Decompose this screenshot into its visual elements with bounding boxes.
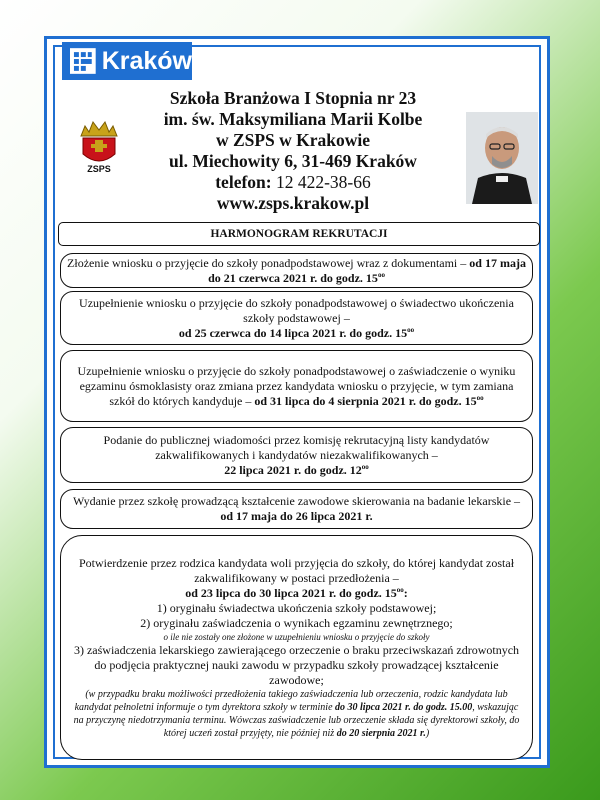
- step-medical-referral-text: [67, 494, 526, 524]
- krakow-logo: [62, 42, 192, 80]
- step-confirmation: [60, 535, 533, 760]
- confirmation-item-2-note: o ile nie zostały one złożone w uzupełnieniu wniosku o przyjęcie do szkoły: [163, 631, 430, 642]
- step-lists-dates: 22 lipca 2021 r. do godz. 12: [224, 462, 362, 477]
- step-confirmation-desc: Potwierdzenie przez rodzica kandydata woli przyjęcia do szkoły, do której kandydat został zakwalifikowany w postaci przedłożenia –: [78, 555, 515, 585]
- school-patron: im. św. Maksymiliana Marii Kolbe: [163, 109, 423, 129]
- confirmation-item-2: 2) oryginału zaświadczenia o wynikach egzaminu zewnętrznego;: [140, 615, 453, 630]
- step-certificate-date-line: [67, 326, 526, 341]
- step-medical-referral-desc: Wydanie przez szkołę prowadzącą kształcenie zawodowe skierowania na badanie lekarskie: [72, 494, 512, 508]
- school-address: ul. Miechowity 6, 31-469 Kraków: [169, 151, 417, 171]
- school-info: [128, 88, 458, 214]
- step-certificate: [60, 291, 533, 345]
- note-part-a: (w przypadku braku możliwości przedłożenia takiego zaświadczenia lub orzeczenia, rodzic kandydata lub kandydat pełnoletni informuje o tym dyrektora szkoły w terminie: [74, 688, 508, 713]
- crest-icon: [77, 118, 121, 176]
- step-application-dates: od 17 maja do 21 czerwca 2021 r. do godz. 15: [208, 255, 526, 285]
- step-lists-desc: Podanie do publicznej wiadomości przez komisję rekrutacyjną listy kandydatów zakwalifikowanych i kandydatów niezakwalifikowanych –: [103, 432, 490, 462]
- step-certificate-time-sup: oo: [407, 325, 415, 334]
- confirmation-item-3: 3) zaświadczenia lekarskiego zawierającego orzeczenie o braku przeciwskazań zdrowotnych do podjęcia praktycznej nauki zawodu w przypadku szkoły prowadzącej kształcenie zawodowe;: [73, 642, 520, 687]
- confirmation-note: [69, 688, 524, 740]
- note-deadline-2: do 20 sierpnia 2021 r.: [336, 727, 426, 739]
- step-exam-result-sep: –: [242, 393, 255, 408]
- patron-portrait: [466, 112, 538, 204]
- crest-text: ZSPS: [87, 164, 111, 174]
- note-deadline-1: do 30 lipca 2021 r. do godz. 15.00: [335, 701, 473, 713]
- step-exam-result-text: [67, 364, 526, 409]
- step-lists-date-line: [67, 463, 526, 478]
- step-medical-referral-sep: –: [511, 494, 521, 508]
- confirmation-item-1: 1) oryginału świadectwa ukończenia szkoły podstawowej;: [156, 600, 437, 615]
- step-application-desc: Złożenie wniosku o przyjęcie do szkoły ponadpodstawowej wraz z dokumentami: [67, 255, 458, 270]
- step-certificate-dates: od 25 czerwca do 14 lipca 2021 r. do godz. 15: [178, 325, 408, 340]
- krakow-logo-icon: [70, 48, 96, 74]
- school-name: Szkoła Branżowa I Stopnia nr 23: [169, 88, 417, 108]
- phone-label: telefon:: [215, 172, 272, 192]
- phone-number: 12 422-38-66: [275, 172, 371, 192]
- schedule-title: HARMONOGRAM REKRUTACJI: [58, 222, 540, 246]
- step-exam-result-desc: Uzupełnienie wniosku o przyjęcie do szkoły ponadpodstawowej o zaświadczenie o wyniku egzaminu ósmoklasisty oraz zmiana przez kandydata wniosku o przyjęcie, w tym zamiana szkół do których kandyduje: [77, 363, 516, 408]
- portrait-image: [466, 112, 538, 204]
- step-confirmation-date-line: [69, 586, 524, 601]
- step-medical-referral: [60, 489, 533, 529]
- step-application-sep: –: [457, 255, 470, 270]
- step-lists: [60, 427, 533, 483]
- note-part-c: , wskazując na przyczynę niedotrzymania terminu. Wówczas zaświadczenie lub orzeczenie składa się dyrektorowi szkoły, do której uczeń został przyjęty, nie później niż: [73, 701, 520, 739]
- step-exam-result-dates: od 31 lipca do 4 sierpnia 2021 r. do godz. 15: [254, 393, 477, 408]
- step-certificate-desc: Uzupełnienie wniosku o przyjęcie do szkoły ponadpodstawowej o świadectwo ukończenia szkoły podstawowej –: [79, 295, 514, 325]
- step-confirmation-colon: :: [403, 585, 408, 600]
- note-part-e: ): [425, 727, 430, 739]
- step-exam-result: [60, 350, 533, 422]
- step-exam-result-time-sup: oo: [476, 393, 484, 402]
- step-lists-time-sup: oo: [361, 462, 369, 471]
- step-application-text: [67, 256, 526, 286]
- step-confirmation-time-sup: oo: [396, 585, 404, 594]
- step-application-time-sup: oo: [377, 270, 385, 279]
- step-application: [60, 253, 533, 288]
- step-confirmation-dates: od 23 lipca do 30 lipca 2021 r. do godz. 15: [185, 585, 397, 600]
- school-crest: [77, 118, 121, 176]
- step-medical-referral-dates: od 17 maja do 26 lipca 2021 r.: [220, 509, 373, 523]
- school-website[interactable]: www.zsps.krakow.pl: [216, 193, 370, 213]
- krakow-logo-text: Kraków: [101, 46, 192, 75]
- school-phone-line: [128, 172, 458, 193]
- school-parent-unit: w ZSPS w Krakowie: [215, 130, 371, 150]
